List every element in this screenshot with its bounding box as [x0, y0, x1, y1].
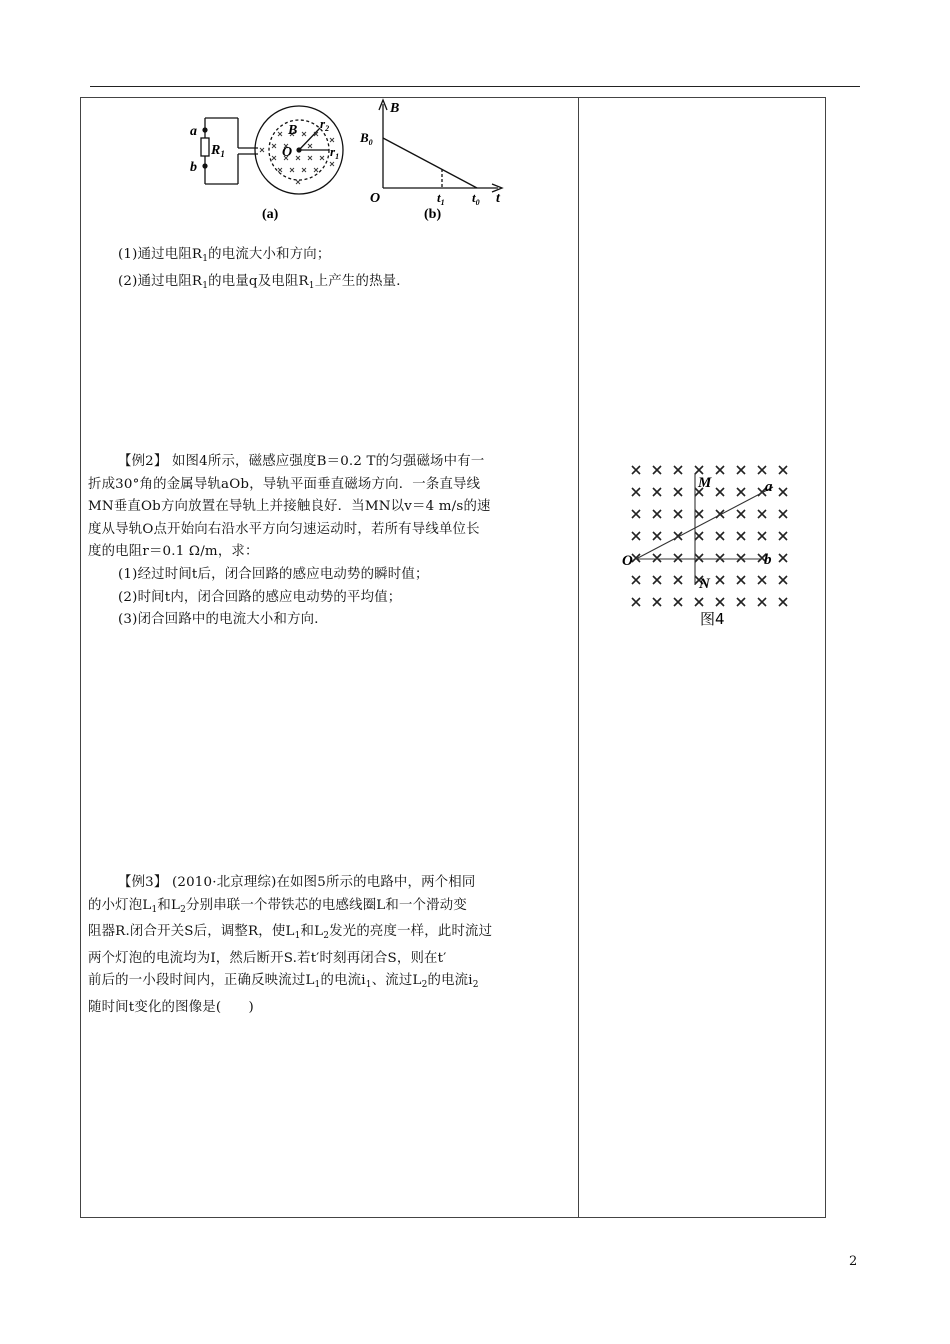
- example3-line: 随时间t变化的图像是( ): [88, 999, 254, 1015]
- figure-4: [598, 455, 808, 640]
- field-cross: [716, 576, 724, 584]
- terminal-b-dot: [202, 163, 207, 168]
- example1-question-1: (1)通过电阻$R_1$的电流大小和方向；: [118, 247, 331, 264]
- field-cross: [737, 510, 745, 518]
- field-cross: [653, 532, 661, 540]
- example2-question-3: (3)闭合回路中的电流大小和方向．: [118, 612, 328, 628]
- example2-line: MN垂直Ob方向放置在导轨上并接触良好．当MN以v＝4 m/s的速: [88, 499, 491, 515]
- example3-line: 前后的一小段时间内，正确反映流过$L_1$的电流$i_1$、流过$L_2$的电流$i_2$: [88, 973, 479, 991]
- label-b: b: [190, 160, 197, 175]
- field-cross: [737, 576, 745, 584]
- graph-b0-label: $B_0$: [360, 130, 373, 147]
- field-cross: [653, 598, 661, 606]
- center-dot: [296, 147, 301, 152]
- field-cross: [653, 554, 661, 562]
- example3-line: 【例3】 (2010·北京理综)在如图5所示的电路中，两个相同: [118, 875, 476, 890]
- field-cross: [758, 576, 766, 584]
- figure4-label-a: a: [765, 479, 773, 495]
- page-number: 2: [849, 1254, 858, 1269]
- example2-line: 度的电阻r＝0.1 Ω/m，求：: [88, 544, 259, 560]
- field-cross: [674, 488, 682, 496]
- field-cross: [737, 488, 745, 496]
- example2-line: 度从导轨O点开始向右沿水平方向匀速运动时，若所有导线单位长: [88, 521, 480, 537]
- field-cross: [737, 598, 745, 606]
- example1-questions: [88, 244, 574, 297]
- field-cross: [674, 466, 682, 474]
- field-cross: [653, 488, 661, 496]
- label-a: a: [190, 124, 197, 139]
- graph-origin-label: O: [370, 191, 381, 206]
- field-cross: [695, 598, 703, 606]
- graph-t1-label: $t_1$: [437, 190, 445, 207]
- label-r2: $r_2$: [320, 116, 330, 133]
- example3: [88, 872, 574, 1020]
- figure4-label-m: M: [698, 475, 712, 491]
- field-cross: [779, 532, 787, 540]
- field-cross: [737, 466, 745, 474]
- field-cross: [758, 598, 766, 606]
- field-cross: [674, 554, 682, 562]
- label-center-o: O: [282, 145, 293, 160]
- example2-line: 【例2】 如图4所示，磁感应强度B＝0.2 T的匀强磁场中有一: [118, 454, 485, 469]
- label-r1-radius: $r_1$: [330, 144, 340, 161]
- graph-t0-label: $t_0$: [472, 190, 480, 207]
- header-rule: [90, 86, 860, 87]
- field-cross: [737, 532, 745, 540]
- example2-question-1: (1)经过时间t后，闭合回路的感应电动势的瞬时值；: [118, 566, 429, 582]
- field-cross: [716, 488, 724, 496]
- field-cross: [716, 466, 724, 474]
- field-cross: [653, 466, 661, 474]
- field-cross: [716, 532, 724, 540]
- field-cross: [632, 488, 640, 496]
- field-cross: [716, 598, 724, 606]
- field-cross: [779, 576, 787, 584]
- field-cross: [695, 510, 703, 518]
- example2-question-2: (2)时间t内，闭合回路的感应电动势的平均值；: [118, 589, 402, 605]
- field-cross: [737, 554, 745, 562]
- field-cross: [632, 510, 640, 518]
- field-cross: [758, 510, 766, 518]
- figure4-caption: 图4: [700, 610, 725, 628]
- field-cross: [716, 554, 724, 562]
- field-cross: [779, 598, 787, 606]
- field-cross: [632, 576, 640, 584]
- example3-line: 阻器R.闭合开关S后，调整R，使$L_1$和$L_2$发光的亮度一样，此时流过: [88, 924, 493, 942]
- field-cross: [674, 576, 682, 584]
- field-cross: [653, 576, 661, 584]
- field-cross: [779, 554, 787, 562]
- field-cross: [758, 466, 766, 474]
- field-cross: [674, 510, 682, 518]
- field-cross: [758, 532, 766, 540]
- terminal-a-dot: [202, 127, 207, 132]
- field-cross: [632, 466, 640, 474]
- graph-axis-x-label: t: [496, 191, 500, 206]
- field-cross: [695, 554, 703, 562]
- example3-line: 两个灯泡的电流均为I，然后断开S.若t′时刻再闭合S，则在t′: [88, 950, 447, 966]
- field-cross: [695, 532, 703, 540]
- field-cross: [674, 598, 682, 606]
- caption-a: (a): [262, 207, 279, 222]
- figure4-label-n: N: [699, 576, 710, 592]
- label-field-b: B: [288, 123, 298, 138]
- field-cross: [632, 598, 640, 606]
- example1-question-2: (2)通过电阻$R_1$的电量q及电阻$R_1$上产生的热量．: [118, 273, 410, 291]
- example2-line: 折成30°角的金属导轨aOb，导轨平面垂直磁场方向．一条直导线: [88, 476, 481, 492]
- field-cross: [779, 488, 787, 496]
- label-r1: $R_1$: [211, 143, 225, 159]
- field-cross: [632, 532, 640, 540]
- field-cross: [779, 466, 787, 474]
- table-column-divider: [578, 97, 579, 1218]
- field-cross: [779, 510, 787, 518]
- example3-line: 的小灯泡$L_1$和$L_2$分别串联一个带铁芯的电感线圈L和一个滑动变: [88, 897, 467, 915]
- field-cross: [653, 510, 661, 518]
- field-cross: [695, 466, 703, 474]
- graph-axis-y-label: B: [390, 101, 400, 116]
- caption-b: (b): [424, 207, 442, 222]
- example2: [88, 451, 574, 632]
- figure4-label-b: b: [764, 552, 772, 568]
- figure4-label-o: O: [622, 553, 633, 569]
- figure-ab: [180, 98, 510, 228]
